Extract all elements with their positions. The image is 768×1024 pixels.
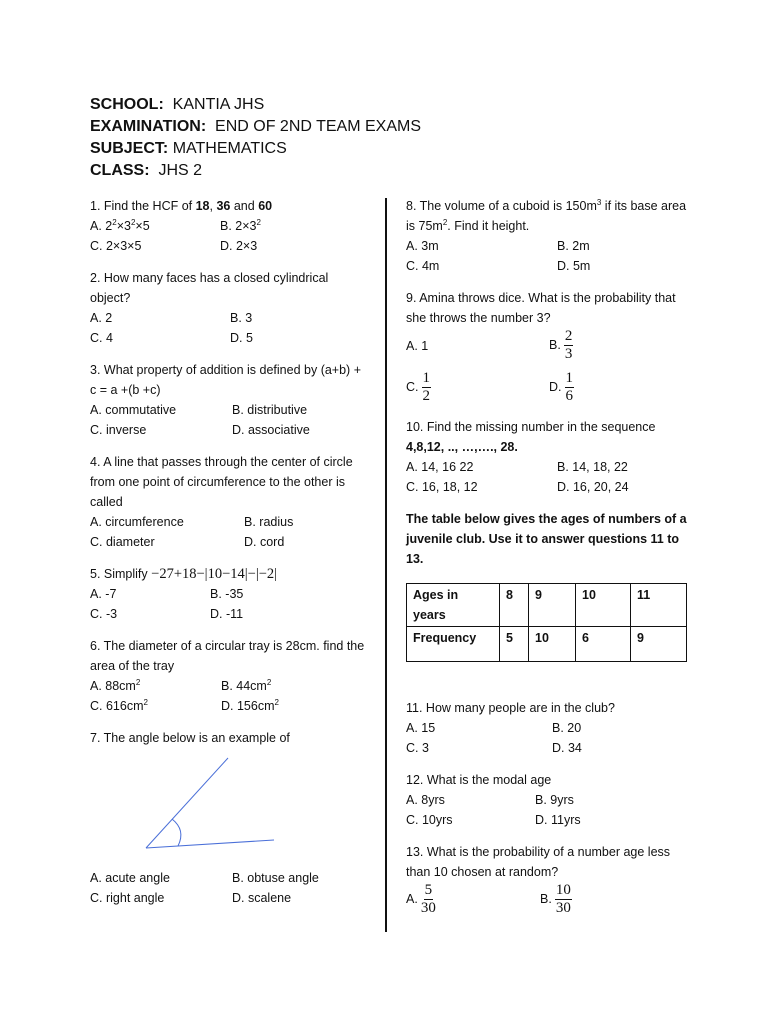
question-text: 8. The volume of a cuboid is $150m^3$ if its base area is $75m^2$. Find it height. xyxy=(406,197,687,233)
fraction: $\frac{1}{6}$ xyxy=(565,370,573,404)
question-text: 6. The diameter of a circular tray is 28cm. find the area of the tray xyxy=(90,639,365,673)
options xyxy=(90,512,370,552)
option-d[interactable]: D. $156cm^2$ xyxy=(221,697,279,713)
left-column xyxy=(90,196,370,920)
table-cell: Ages in years xyxy=(407,584,500,627)
option-c[interactable]: C. right angle xyxy=(90,891,165,905)
question-5 xyxy=(90,564,370,624)
option-d[interactable]: D. 5 xyxy=(230,331,253,345)
question-text: 2. How many faces has a closed cylindrical object? xyxy=(90,271,329,305)
question-text: 9. Amina throws dice. What is the probability that she throws the number 3? xyxy=(406,291,676,325)
question-12 xyxy=(406,770,696,830)
options xyxy=(90,308,370,348)
option-b[interactable]: B. $\frac{2}{3}$ xyxy=(549,328,573,362)
option-d[interactable]: D. 34 xyxy=(552,741,582,755)
option-c[interactable]: C. 3 xyxy=(406,741,429,755)
table-intro: The table below gives the ages of numbers of a juvenile club. Use it to answer questions 11 to 13. xyxy=(406,512,687,566)
question-text: 1. Find the HCF of 18, 36 and 60 xyxy=(90,199,273,213)
acute-angle-diagram xyxy=(90,748,370,858)
table-cell: 10 xyxy=(576,584,631,627)
option-a[interactable]: A. 14, 16 22 xyxy=(406,460,474,474)
question-text: 5. Simplify −27+18−|10−14|−|−2| xyxy=(90,566,278,582)
options xyxy=(406,718,696,758)
option-d[interactable]: D. $\frac{1}{6}$ xyxy=(549,370,573,404)
table-cell: 8 xyxy=(500,584,529,627)
table-row xyxy=(407,584,687,627)
option-a[interactable]: A. acute angle xyxy=(90,871,170,885)
option-b[interactable]: B. radius xyxy=(244,515,294,529)
question-6 xyxy=(90,636,370,716)
option-a[interactable]: A. circumference xyxy=(90,515,184,529)
angle-arm-lower xyxy=(146,840,274,848)
option-a[interactable]: A. 1 xyxy=(406,339,429,353)
option-d[interactable]: D. scalene xyxy=(232,891,292,905)
question-3 xyxy=(90,360,370,440)
option-a[interactable]: A. 8yrs xyxy=(406,793,445,807)
option-a[interactable]: A. commutative xyxy=(90,403,177,417)
option-a[interactable]: A. 3m xyxy=(406,239,439,253)
question-13 xyxy=(406,842,696,917)
options xyxy=(90,584,370,624)
ages-table xyxy=(406,583,687,662)
class-line: CLASS: JHS 2 xyxy=(90,162,203,179)
option-d[interactable]: D. associative xyxy=(232,423,310,437)
option-c[interactable]: C. $\frac{1}{2}$ xyxy=(406,370,430,404)
option-b[interactable]: B. -35 xyxy=(210,587,244,601)
options xyxy=(406,457,696,497)
fraction: $\frac{2}{3}$ xyxy=(564,328,573,362)
question-text: 4. A line that passes through the center of circle from one point of circumference to the other is called xyxy=(90,455,353,509)
fraction: $\frac{1}{2}$ xyxy=(422,370,430,404)
table-cell: 9 xyxy=(529,584,576,627)
option-b[interactable]: B. 3 xyxy=(230,311,253,325)
option-b[interactable]: B. 20 xyxy=(552,721,582,735)
examination-line: EXAMINATION: END OF 2ND TEAM EXAMS xyxy=(90,118,421,135)
option-c[interactable]: C. -3 xyxy=(90,607,118,621)
option-d[interactable]: D. 2×3 xyxy=(220,239,258,253)
option-b[interactable]: B. $2\times 3^2$ xyxy=(220,217,261,233)
option-a[interactable]: A. $\frac{5}{30}$ xyxy=(406,882,436,916)
subject-line: SUBJECT: MATHEMATICS xyxy=(90,140,287,157)
option-b[interactable]: B. $44cm^2$ xyxy=(221,677,272,693)
options xyxy=(406,236,696,276)
question-4 xyxy=(90,452,370,552)
option-b[interactable]: B. $\frac{10}{30}$ xyxy=(540,882,571,916)
question-text: 3. What property of addition is defined by (a+b) + c = a +(b +c) xyxy=(90,363,361,397)
option-a[interactable]: A. $2^2\times 3^2\times 5$ xyxy=(90,217,150,233)
option-a[interactable]: A. 2 xyxy=(90,311,113,325)
question-text: 12. What is the modal age xyxy=(406,773,552,787)
options xyxy=(406,328,696,405)
option-a[interactable]: A. 15 xyxy=(406,721,436,735)
table-cell: 6 xyxy=(576,627,631,662)
options xyxy=(90,676,370,716)
option-d[interactable]: D. 5m xyxy=(557,259,591,273)
option-b[interactable]: B. 9yrs xyxy=(535,793,574,807)
table-cell: Frequency xyxy=(407,627,500,662)
option-c[interactable]: C. 4 xyxy=(90,331,113,345)
option-c[interactable]: C. diameter xyxy=(90,535,155,549)
table-cell: 9 xyxy=(631,627,687,662)
options xyxy=(406,790,696,830)
option-c[interactable]: C. $616cm^2$ xyxy=(90,697,148,713)
table-cell: 5 xyxy=(500,627,529,662)
option-c[interactable]: C. inverse xyxy=(90,423,147,437)
question-2 xyxy=(90,268,370,348)
option-c[interactable]: C. 2×3×5 xyxy=(90,239,142,253)
expression: −27+18−|10−14|−|−2| xyxy=(151,566,278,582)
fraction: $\frac{10}{30}$ xyxy=(555,882,571,916)
option-d[interactable]: D. cord xyxy=(244,535,285,549)
option-c[interactable]: C. 4m xyxy=(406,259,440,273)
option-a[interactable]: A. $88cm^2$ xyxy=(90,677,141,693)
angle-arm-upper xyxy=(146,758,228,848)
option-a[interactable]: A. -7 xyxy=(90,587,117,601)
question-text: 13. What is the probability of a number age less than 10 chosen at random? xyxy=(406,845,671,879)
angle-arc xyxy=(172,819,181,846)
sequence: 4,8,12, .., …,…., 28. xyxy=(406,440,518,454)
question-7 xyxy=(90,728,370,908)
table-cell: 11 xyxy=(631,584,687,627)
option-d[interactable]: D. 16, 20, 24 xyxy=(557,480,629,494)
exam-header xyxy=(90,94,421,182)
option-c[interactable]: C. 16, 18, 12 xyxy=(406,480,478,494)
question-text: 7. The angle below is an example of xyxy=(90,731,290,745)
fraction: $\frac{5}{30}$ xyxy=(420,882,436,916)
question-text: 10. Find the missing number in the sequence xyxy=(406,420,656,434)
question-text: 11. How many people are in the club? xyxy=(406,701,615,715)
option-b[interactable]: B. distributive xyxy=(232,403,308,417)
right-column xyxy=(406,196,696,929)
table-cell: 10 xyxy=(529,627,576,662)
option-c[interactable]: C. 10yrs xyxy=(406,813,453,827)
question-8 xyxy=(406,196,696,276)
option-d[interactable]: D. 11yrs xyxy=(535,813,581,827)
options xyxy=(90,216,370,256)
option-d[interactable]: D. -11 xyxy=(210,607,244,621)
option-b[interactable]: B. 14, 18, 22 xyxy=(557,460,628,474)
option-b[interactable]: B. 2m xyxy=(557,239,590,253)
question-10 xyxy=(406,417,696,497)
question-9 xyxy=(406,288,696,405)
question-1 xyxy=(90,196,370,256)
column-divider xyxy=(385,198,387,932)
options xyxy=(90,400,370,440)
options xyxy=(406,882,696,917)
school-line: SCHOOL: KANTIA JHS xyxy=(90,96,265,113)
table-row xyxy=(407,627,687,662)
option-b[interactable]: B. obtuse angle xyxy=(232,871,319,885)
question-11 xyxy=(406,698,696,758)
options xyxy=(90,868,370,908)
